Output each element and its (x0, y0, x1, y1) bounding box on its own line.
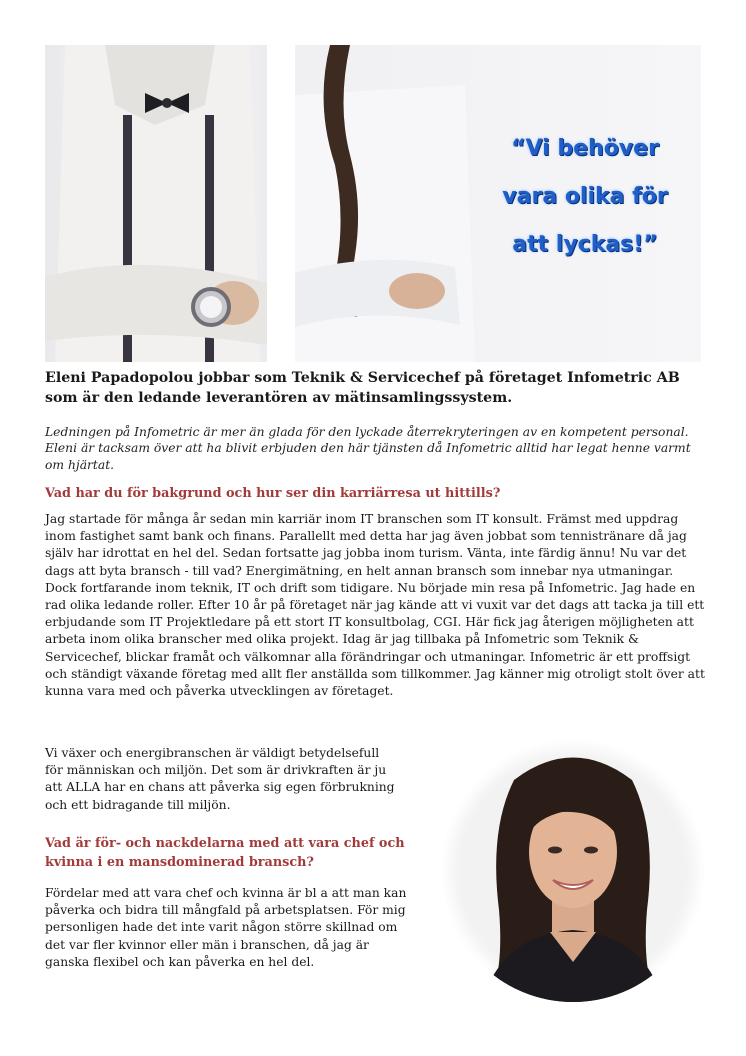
quote-line-1: “Vi behöver (511, 136, 659, 161)
answer-background: Jag startade för många år sedan min karriär inom IT branschen som IT konsult. Främst med uppdrag inom fastighet samt bank och finans. Parallellt med detta har jag även jobbat som tennistränare då jag själv har idrottat en hel del. Sedan fortsatte jag jobba inom turism. Vänta, inte färdig ännu! Nu var det dags att byta bransch - till vad? Energimätning, en helt annan bransch som innebar nya utmaningar. Dock fortfarande inom teknik, IT och drift som tidigare. Nu började min resa på Infometric. Jag hade en rad olika ledande roller. Efter 10 år på företaget när jag kände att vi vuxit var det dags att tacka ja till ett erbjudande som IT Projektledare på ett stort IT konsultbolag, CGI. Här fick jag återigen möjligheten att arbeta inom olika branscher med olika projekt. Idag är jag tillbaka på Infometric som Teknik & Servicechef, blickar framåt och välkomnar alla förändringar och utmaningar. Infometric är ett proffsigt och ständigt växande företag med allt fler anställda som tillkommer. Jag känner mig otroligt stolt över att kunna vara med och påverka utvecklingen av företaget. (45, 512, 705, 699)
hero-quote (470, 125, 700, 269)
quote-line-3: att lyckas!” (512, 232, 658, 257)
question-pros-cons: Vad är för- och nackdelarna med att vara chef och kvinna i en mansdominerad bransch? (45, 836, 405, 870)
hero-image (45, 45, 701, 362)
intro-paragraph: Ledningen på Infometric är mer än glada för den lyckade återrekryteringen av en kompetent personal. Eleni är tacksam över att ha blivit erbjuden den här tjänsten då Infometric alltid har legat henne varmt om hjärtat. (45, 425, 691, 472)
paragraph-energy: Vi växer och energibranschen är väldigt betydelsefull för människan och miljön. Det som är drivkraften är ju att ALLA har en chans att påverka sig egen förbrukning och ett bidragande till miljön. (45, 746, 395, 812)
headline: Eleni Papadopolou jobbar som Teknik & Servicechef på företaget Infometric AB som är den ledande leverantören av mätinsamlingssystem. (45, 370, 680, 406)
portrait-illustration (442, 740, 704, 1002)
answer-pros-cons: Fördelar med att vara chef och kvinna är bl a att man kan påverka och bidra till mångfald på arbetsplatsen. För mig personligen hade det inte varit någon större skillnad om det var fler kvinnor eller män i branschen, då jag är ganska flexibel och kan påverka en hel del. (45, 886, 407, 969)
question-background: Vad har du för bakgrund och hur ser din karriärresa ut hittills? (45, 486, 501, 501)
quote-line-2: vara olika för (502, 184, 668, 209)
portrait-photo (442, 740, 704, 1002)
